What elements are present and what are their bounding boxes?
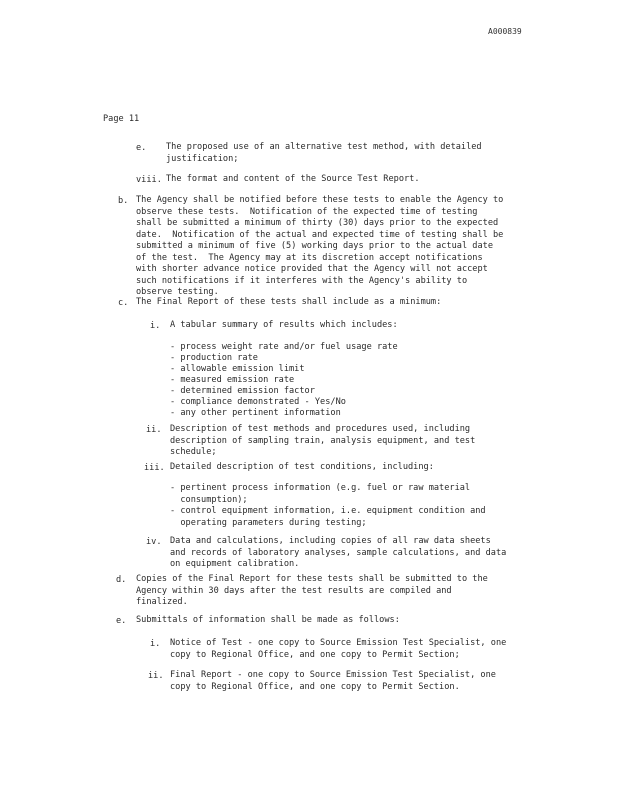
item-marker: viii. [136, 175, 162, 185]
paragraph-copies [136, 574, 488, 609]
list-item: - measured emission rate [170, 375, 295, 385]
text-line: shall be submitted a minimum of thirty (30) days prior to the expected [136, 218, 499, 228]
paragraph-data [170, 536, 506, 571]
item-marker: iv. [146, 537, 162, 547]
text-line: A tabular summary of results which includes: [170, 320, 398, 330]
text-line: description of sampling train, analysis equipment, and test [170, 435, 476, 446]
paragraph-report-format [166, 174, 420, 186]
paragraph-final-report [136, 297, 441, 309]
item-marker: iii. [144, 463, 165, 473]
page-label: Page 11 [103, 114, 140, 124]
section-marker: b. [118, 196, 129, 206]
item-marker: i. [150, 321, 161, 331]
text-line: on equipment calibration. [170, 559, 300, 569]
item-marker: ii. [148, 671, 164, 681]
paragraph-methods [170, 424, 475, 459]
text-line: of the test. The Agency may at its discretion accept notifications [136, 252, 483, 263]
list-item: - any other pertinent information [170, 408, 341, 418]
list-item: - compliance demonstrated - Yes/No [170, 397, 346, 407]
section-marker: e. [116, 616, 127, 626]
text-line: The proposed use of an alternative test method, with detailed [166, 142, 482, 152]
document-id: A000839 [488, 27, 522, 36]
paragraph-summary [170, 320, 398, 332]
text-line: observe these tests. Notification of the expected time of testing [136, 206, 478, 217]
list-item: - allowable emission limit [170, 364, 305, 374]
conditions-bullet-1 [170, 483, 470, 506]
text-line: Copies of the Final Report for these tests shall be submitted to the [136, 574, 488, 584]
text-line: Data and calculations, including copies of all raw data sheets [170, 536, 491, 546]
paragraph-notification [136, 195, 503, 299]
list-item: operating parameters during testing; [170, 517, 367, 528]
conditions-bullet-2 [170, 506, 486, 529]
text-line: finalized. [136, 597, 188, 607]
section-marker: c. [118, 298, 129, 308]
list-item: consumption); [170, 494, 248, 505]
paragraph-conditions [170, 462, 434, 474]
text-line: such notifications if it interferes with the Agency's ability to [136, 275, 468, 286]
section-marker: d. [116, 575, 127, 585]
list-item: - production rate [170, 353, 258, 363]
text-line: The Final Report of these tests shall include as a minimum: [136, 297, 442, 307]
paragraph-final-report-submittal [170, 670, 496, 693]
item-marker: e. [136, 143, 147, 153]
list-item: - pertinent process information (e.g. fuel or raw material [170, 483, 471, 493]
text-line: The Agency shall be notified before these tests to enable the Agency to [136, 195, 504, 205]
text-line: and records of laboratory analyses, sample calculations, and data [170, 547, 507, 558]
paragraph-submittals [136, 615, 400, 627]
item-marker: i. [150, 639, 161, 649]
text-line: observe testing. [136, 287, 219, 297]
text-line: Description of test methods and procedures used, including [170, 424, 471, 434]
text-line: The format and content of the Source Test Report. [166, 174, 420, 184]
text-line: schedule; [170, 447, 217, 457]
list-item: - determined emission factor [170, 386, 315, 396]
text-line: with shorter advance notice provided that the Agency will not accept [136, 264, 488, 274]
text-line: justification; [166, 153, 239, 164]
text-line: Notice of Test - one copy to Source Emission Test Specialist, one [170, 638, 507, 648]
text-line: Detailed description of test conditions, including: [170, 462, 434, 472]
list-item: - control equipment information, i.e. equipment condition and [170, 506, 486, 516]
list-item: - process weight rate and/or fuel usage rate [170, 342, 398, 352]
text-line: copy to Regional Office, and one copy to Permit Section. [170, 681, 460, 692]
paragraph-notice-of-test [170, 638, 506, 661]
text-line: date. Notification of the actual and expected time of testing shall be [136, 229, 504, 240]
text-line: Submittals of information shall be made as follows: [136, 615, 400, 625]
item-marker: ii. [146, 425, 162, 435]
text-line: Agency within 30 days after the test results are compiled and [136, 585, 452, 596]
text-line: submitted a minimum of five (5) working days prior to the actual date [136, 241, 493, 251]
text-line: copy to Regional Office, and one copy to Permit Section; [170, 649, 460, 660]
text-line: Final Report - one copy to Source Emission Test Specialist, one [170, 670, 496, 680]
paragraph-proposed-method [166, 142, 482, 165]
summary-bullet-list [170, 342, 398, 419]
